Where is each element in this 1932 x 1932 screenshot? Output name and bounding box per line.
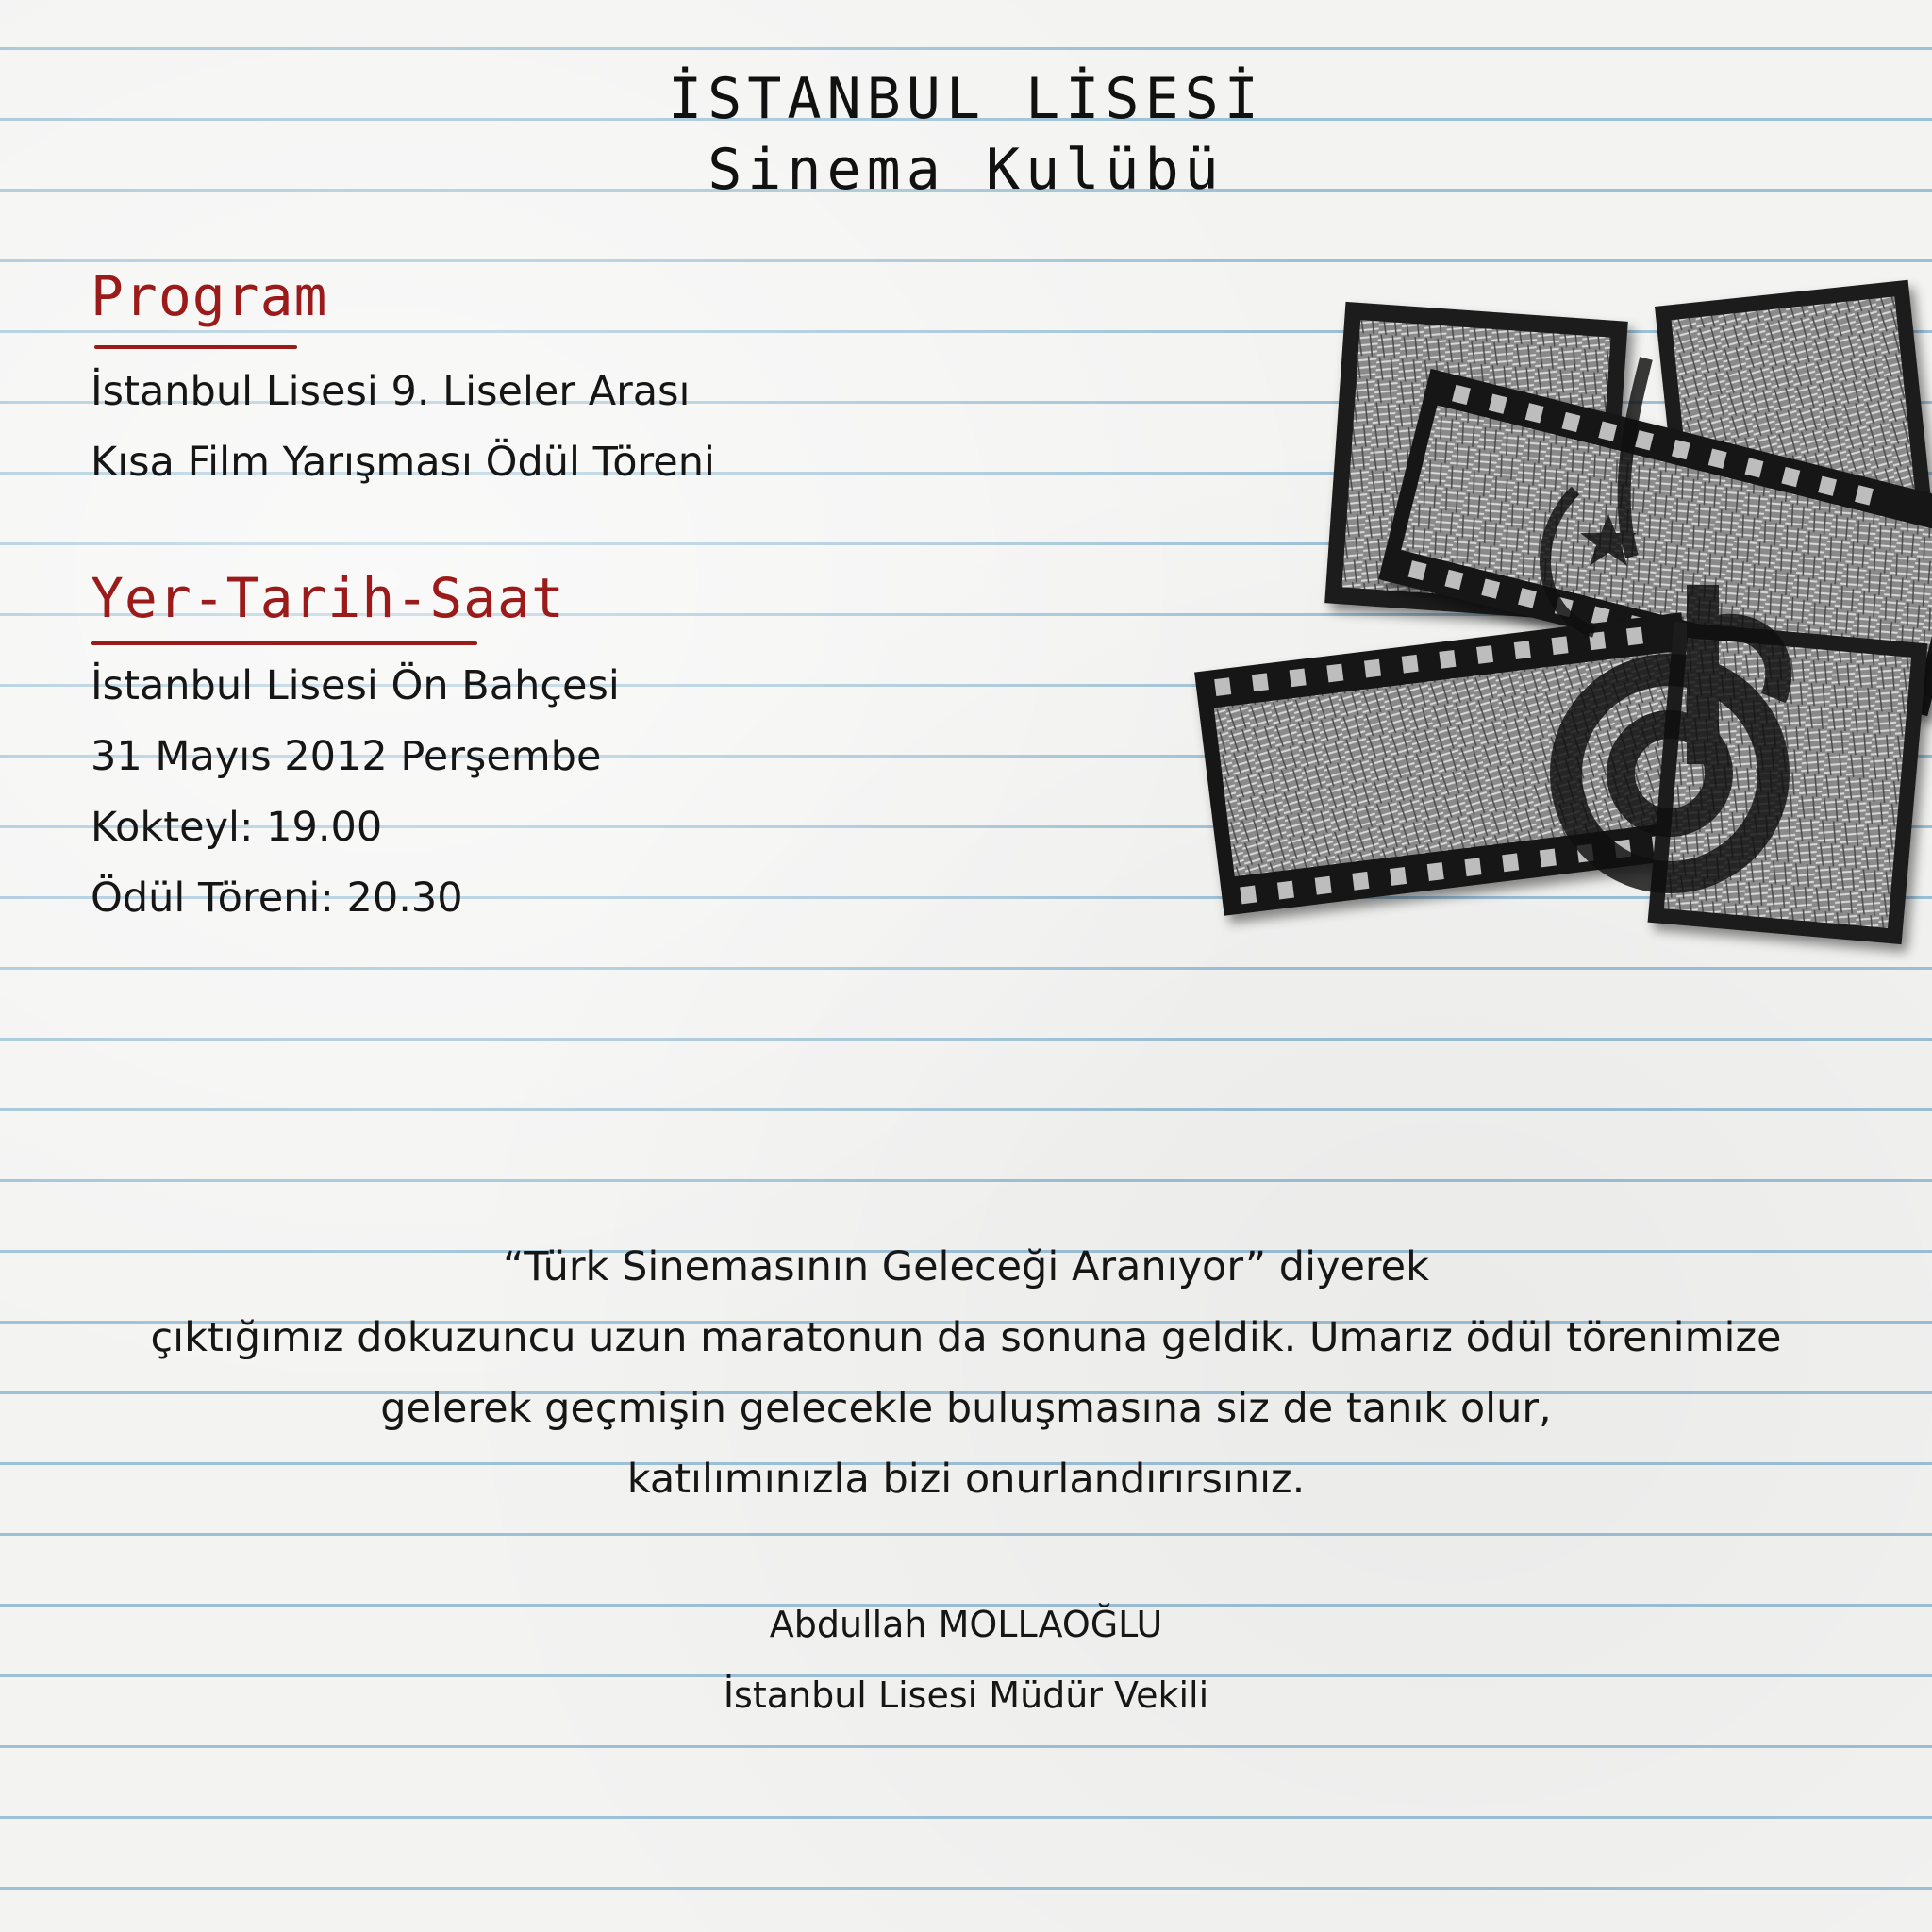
- message-line-1: “Türk Sinemasının Geleceği Aranıyor” diyerek: [502, 1243, 1430, 1291]
- venue-cocktail-time: Kokteyl: 19.00: [91, 804, 383, 851]
- program-line-1: İstanbul Lisesi 9. Liseler Arası: [91, 368, 691, 415]
- venue-heading: Yer-Tarih-Saat: [91, 566, 565, 630]
- school-name-title: İSTANBUL LİSESİ: [668, 66, 1264, 132]
- venue-heading-underline: [91, 641, 477, 645]
- program-heading: Program: [91, 264, 328, 328]
- program-line-2: Kısa Film Yarışması Ödül Töreni: [91, 439, 715, 486]
- filmstrip-collage-icon: [1189, 274, 1932, 972]
- message-line-2: çıktığımız dokuzuncu uzun maratonun da sonuna geldik. Umarız ödül törenimize: [150, 1314, 1782, 1361]
- venue-location: İstanbul Lisesi Ön Bahçesi: [91, 662, 620, 709]
- club-name-title: Sinema Kulübü: [708, 137, 1224, 203]
- venue-ceremony-time: Ödül Töreni: 20.30: [91, 874, 463, 922]
- signature-name: Abdullah MOLLAOĞLU: [769, 1604, 1163, 1645]
- venue-date: 31 Mayıs 2012 Perşembe: [91, 733, 602, 780]
- program-heading-underline: [94, 345, 297, 349]
- signature-title: İstanbul Lisesi Müdür Vekili: [723, 1674, 1209, 1716]
- message-line-3: gelerek geçmişin gelecekle buluşmasına siz de tanık olur,: [380, 1385, 1552, 1432]
- message-line-4: katılımınızla bizi onurlandırırsınız.: [626, 1456, 1306, 1503]
